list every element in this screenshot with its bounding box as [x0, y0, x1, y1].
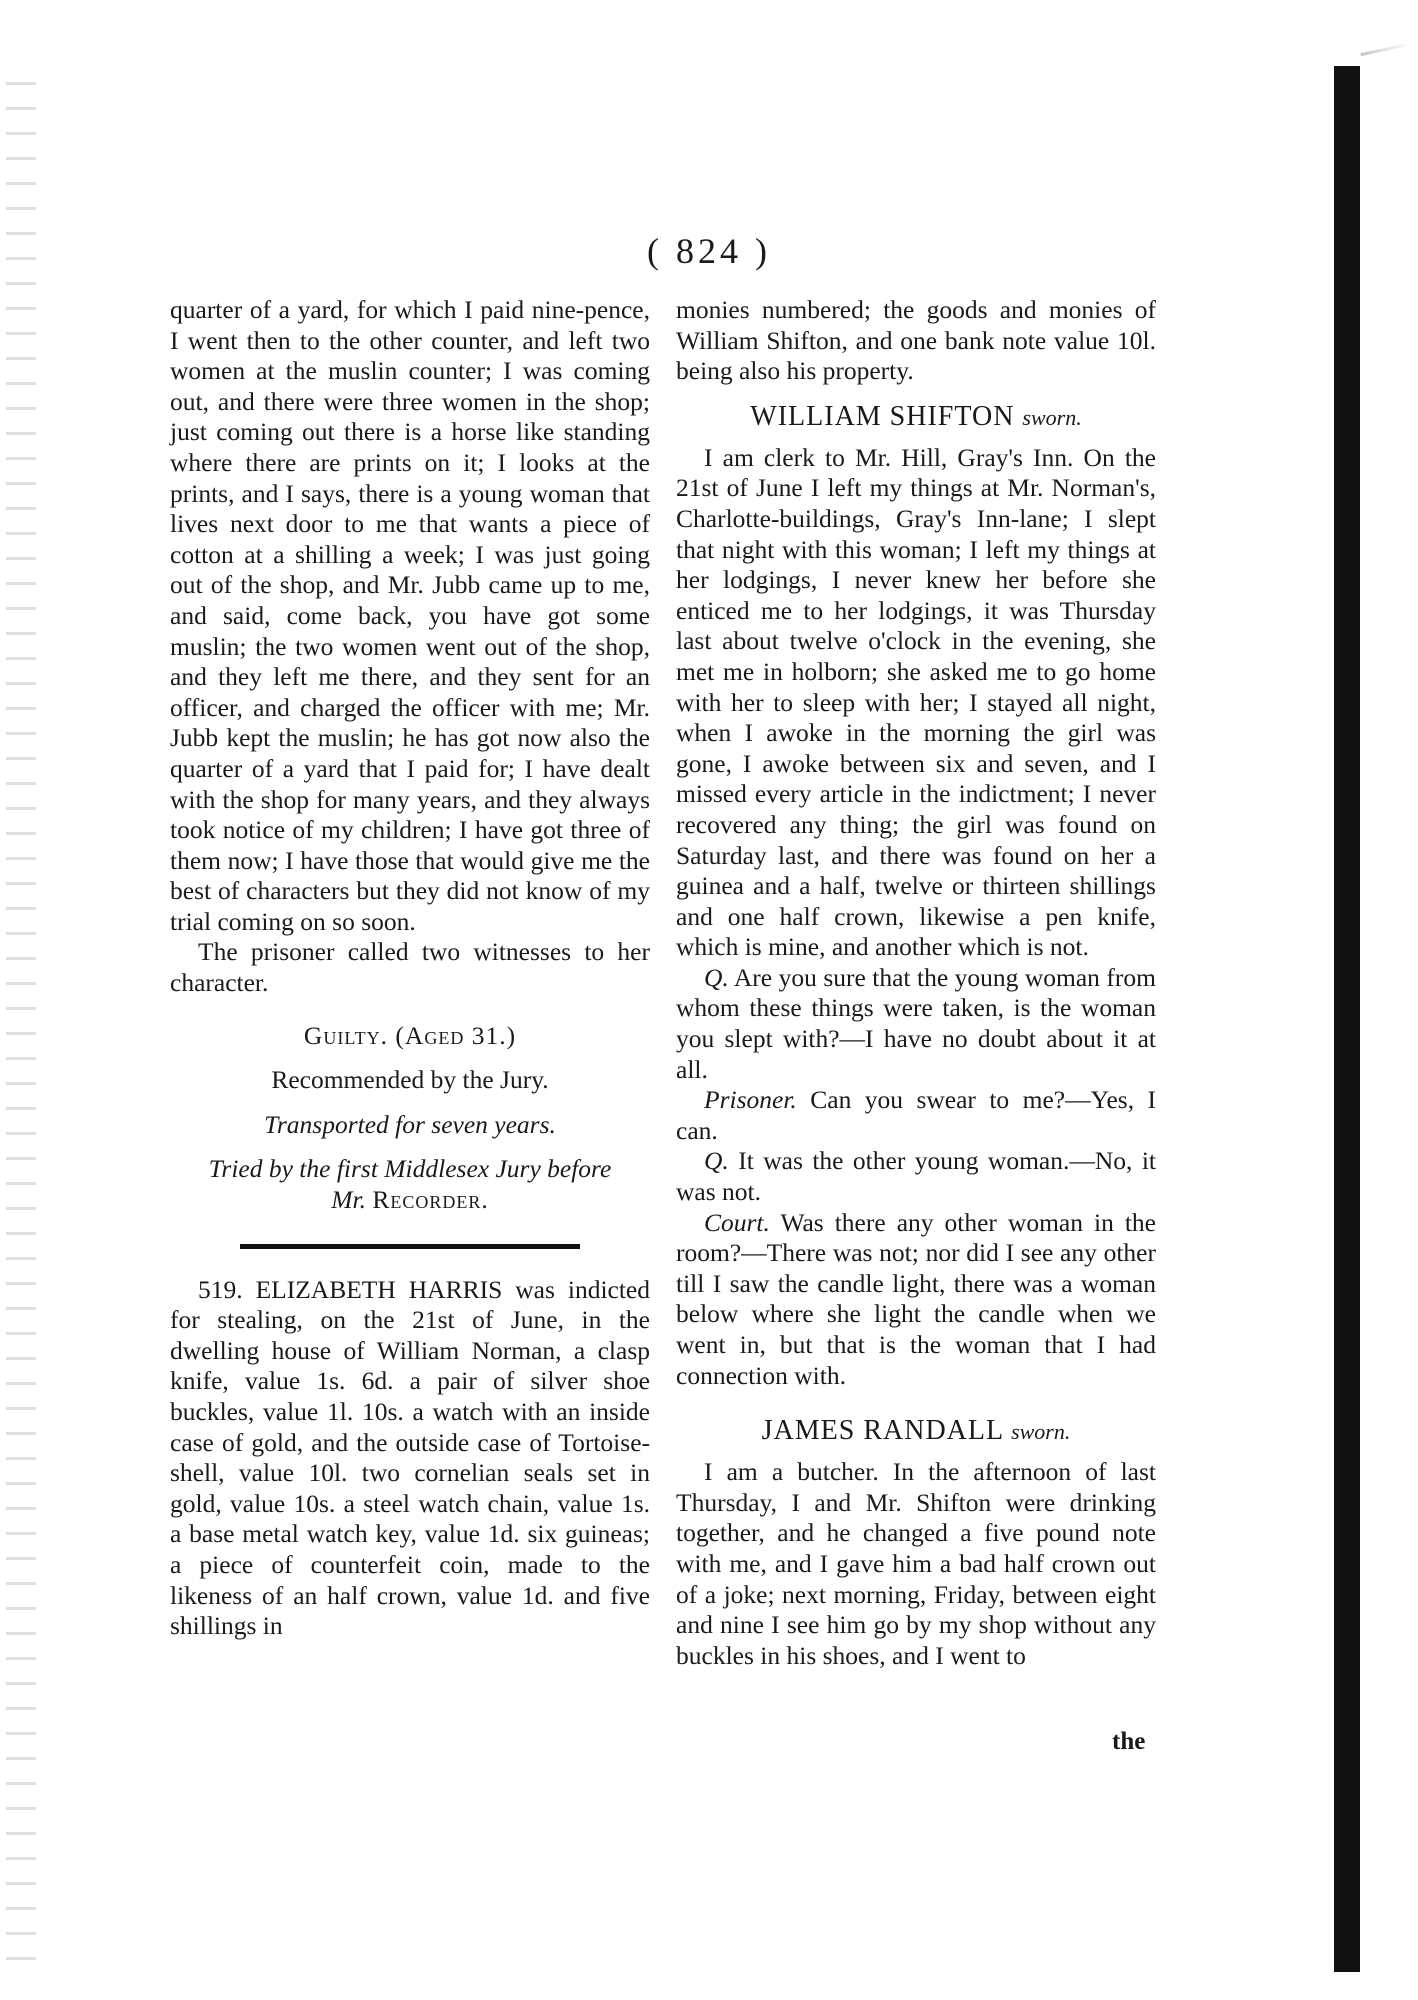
- question-text: Are you sure that the young woman from whom these things were taken, is the woman you slept with?—I have no doubt about it at all.: [676, 962, 1156, 1084]
- left-column: [170, 295, 650, 1642]
- scan-edge-specks: [6, 60, 36, 1960]
- tried-by-recorder-line: [170, 1185, 650, 1216]
- witness-heading-randall: [676, 1415, 1156, 1447]
- witness-name: WILLIAM SHIFTON: [750, 400, 1015, 432]
- witness-heading-shifton: [676, 401, 1156, 433]
- tried-by-mr: Mr.: [331, 1185, 366, 1215]
- court-label: Court.: [704, 1207, 770, 1237]
- prisoner-label: Prisoner.: [704, 1085, 797, 1115]
- prisoner-text: Can you swear to me?—Yes, I can.: [676, 1085, 1156, 1145]
- question-label: Q.: [704, 962, 729, 992]
- jury-recommendation: Recommended by the Jury.: [271, 1065, 549, 1095]
- section-divider: [240, 1244, 580, 1249]
- court-text: Was there any other woman in the room?—There was not; nor did I see any other till I saw the candle light, there was a woman below where she light the candle when we went in, but that is the woman that I had connection with.: [676, 1207, 1156, 1390]
- catchword: the: [1112, 1728, 1146, 1755]
- prisoner-called-witnesses: The prisoner called two witnesses to her character.: [170, 937, 650, 998]
- question-paragraph: [676, 1146, 1156, 1207]
- right-column: [676, 295, 1156, 1671]
- tried-by-line: Tried by the first Middlesex Jury before: [208, 1154, 612, 1184]
- question-paragraph: [676, 963, 1156, 1085]
- scan-edge-mark: [1360, 43, 1410, 56]
- sentence: Transported for seven years.: [264, 1109, 556, 1139]
- tried-by-recorder: Recorder.: [372, 1185, 489, 1215]
- witness-name: JAMES RANDALL: [761, 1415, 1004, 1447]
- witness-testimony: I am clerk to Mr. Hill, Gray's Inn. On the 21st of June I left my things at Mr. Norman's, Charlotte-buildings, Gray's Inn-lane; I slept that night with this woman; I left my things at her lodgings, I never knew her before she enticed me to her lodgings, it was Thursday last about twelve o'clock in the evening, she met me in holborn; she asked me to go home with her to sleep with her; I stayed all night, when I awoke in the morning the girl was gone, I awoke between six and seven, and I missed every article in the indictment; I never recovered any thing; the girl was found on Saturday last, and there was found on her a guinea and a half, twelve or thirteen shillings and one half crown, likewise a pen knife, which is mine, and another which is not.: [676, 442, 1156, 962]
- scan-binding-shadow: [1334, 66, 1360, 1972]
- verdict: Guilty. (Aged 31.): [303, 1020, 517, 1050]
- question-text: It was the other young woman.—No, it was not.: [676, 1146, 1157, 1207]
- question-label: Q.: [704, 1146, 729, 1176]
- sworn-label: sworn.: [1022, 404, 1082, 430]
- page-number: ( 824 ): [647, 231, 771, 271]
- prisoner-paragraph: [676, 1085, 1156, 1146]
- testimony-continuation: quarter of a yard, for which I paid nine-pence, I went then to the other counter, and left two women at the muslin counter; I was coming out, and there were three women in the shop; just coming out there is a horse like standing where there are prints on it; I looks at the prints, and I says, there is a young woman that lives next door to me that wants a piece of cotton at a shilling a week; I was just going out of the shop, and Mr. Jubb came up to me, and said, come back, you have got some muslin; the two women went out of the shop, and they left me there, and they sent for an officer, and charged the officer with me; Mr. Jubb kept the muslin; he has got now also the quarter of a yard that I paid for; I have dealt with the shop for many years, and they always took notice of my children; I have got three of them now; I have those that would give me the best of characters but they did not know of my trial coming on so soon.: [170, 295, 650, 936]
- sworn-label: sworn.: [1011, 1419, 1071, 1445]
- case-indictment: 519. ELIZABETH HARRIS was indicted for stealing, on the 21st of June, in the dwelling house of William Norman, a clasp knife, value 1s. 6d. a pair of silver shoe buckles, value 1l. 10s. a watch with an inside case of gold, and the outside case of Tortoise-shell, value 10l. two cornelian seals set in gold, value 10s. a steel watch chain, value 1s. a base metal watch key, value 1d. six guineas; a piece of counterfeit coin, made to the likeness of an half crown, value 1d. and five shillings in: [170, 1274, 650, 1641]
- indictment-continuation: monies numbered; the goods and monies of William Shifton, and one bank note value 10l. being also his property.: [676, 295, 1156, 386]
- court-paragraph: [676, 1208, 1156, 1392]
- witness-testimony: I am a butcher. In the afternoon of last Thursday, I and Mr. Shifton were drinking together, and he changed a five pound note with me, and I gave him a bad half crown out of a joke; next morning, Friday, between eight and nine I see him go by my shop without any buckles in his shoes, and I went to: [676, 1457, 1156, 1670]
